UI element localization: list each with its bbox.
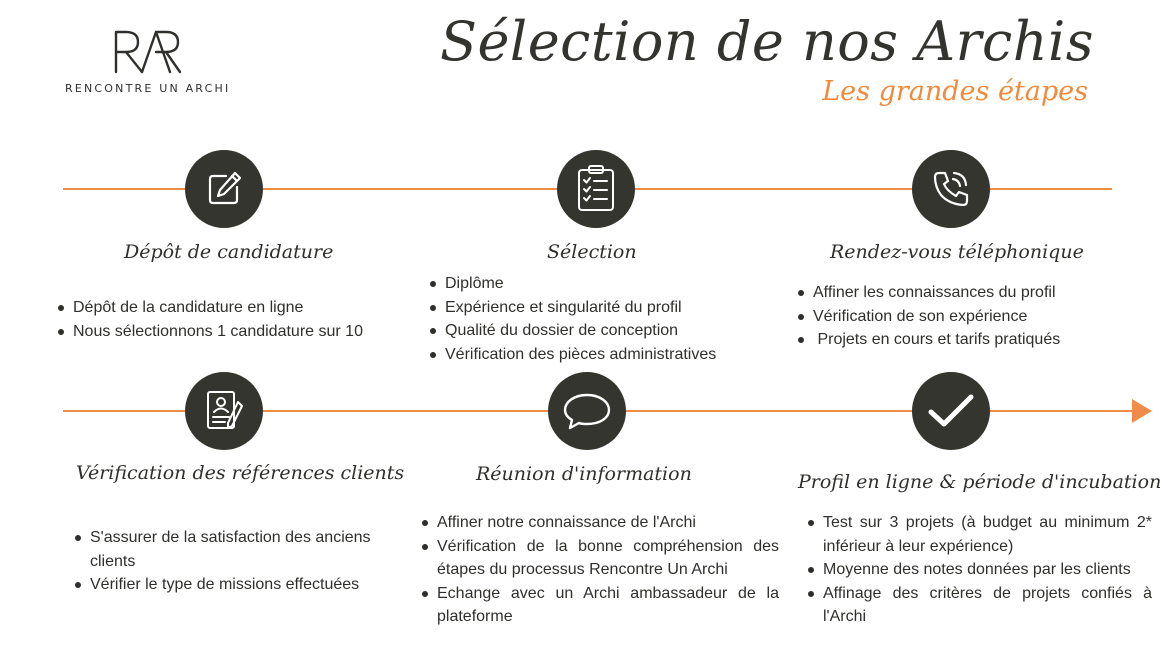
list-item: Qualité du dossier de conception bbox=[429, 319, 769, 343]
checkmark-icon bbox=[926, 391, 976, 431]
list-item: Moyenne des notes données par les clients bbox=[807, 558, 1152, 582]
step-1-icon-circle bbox=[185, 150, 263, 228]
step-4-title: Vérification des références clients bbox=[76, 462, 405, 484]
list-item: Diplôme bbox=[429, 272, 769, 296]
list-item: S'assurer de la satisfaction des anciens clients bbox=[74, 526, 404, 573]
list-item: Affinage des critères de projets confiés à l'Archi bbox=[807, 582, 1152, 629]
step-2-title: Sélection bbox=[547, 241, 637, 263]
step-6-icon-circle bbox=[912, 372, 990, 450]
step-3-icon-circle bbox=[912, 150, 990, 228]
list-item: Vérification de la bonne compréhension des étapes du processus Rencontre Un Archi bbox=[421, 535, 779, 582]
step-1-title: Dépôt de candidature bbox=[124, 241, 334, 263]
page-subtitle: Les grandes étapes bbox=[822, 76, 1088, 107]
step-2-icon-circle bbox=[557, 150, 635, 228]
step-6-list bbox=[807, 511, 1152, 629]
list-item: Nous sélectionnons 1 candidature sur 10 bbox=[57, 320, 417, 344]
list-item: Expérience et singularité du profil bbox=[429, 296, 769, 320]
list-item: Vérifier le type de missions effectuées bbox=[74, 573, 404, 597]
list-item: Echange avec un Archi ambassadeur de la plateforme bbox=[421, 582, 779, 629]
step-2-list bbox=[429, 272, 769, 366]
list-item: Affiner notre connaissance de l'Archi bbox=[421, 511, 779, 535]
step-5-title: Réunion d'information bbox=[476, 463, 692, 485]
list-item: Test sur 3 projets (à budget au minimum 2* inférieur à leur expérience) bbox=[807, 511, 1152, 558]
clipboard-checklist-icon bbox=[573, 164, 619, 214]
step-3-list bbox=[797, 281, 1137, 352]
list-item: Affiner les connaissances du profil bbox=[797, 281, 1137, 305]
profile-document-icon bbox=[201, 388, 247, 434]
step-5-list bbox=[421, 511, 779, 629]
step-1-list bbox=[57, 296, 417, 343]
speech-bubble-icon bbox=[561, 389, 613, 433]
list-item: Vérification de son expérience bbox=[797, 305, 1137, 329]
brand-logo bbox=[62, 28, 232, 98]
edit-pencil-icon bbox=[202, 167, 246, 211]
step-4-list bbox=[74, 526, 404, 597]
list-item: Dépôt de la candidature en ligne bbox=[57, 296, 417, 320]
brand-name: RENCONTRE UN ARCHI bbox=[65, 82, 231, 95]
list-item: Projets en cours et tarifs pratiqués bbox=[797, 328, 1137, 352]
timeline-arrowhead-icon bbox=[1132, 399, 1152, 423]
step-3-title: Rendez-vous téléphonique bbox=[830, 241, 1084, 263]
step-6-title: Profil en ligne & période d'incubation bbox=[798, 471, 1162, 493]
phone-ringing-icon bbox=[929, 167, 973, 211]
step-4-icon-circle bbox=[185, 372, 263, 450]
list-item: Vérification des pièces administratives bbox=[429, 343, 769, 367]
logo-mark-icon bbox=[112, 28, 182, 74]
page-title: Sélection de nos Archis bbox=[439, 10, 1094, 73]
step-5-icon-circle bbox=[548, 372, 626, 450]
